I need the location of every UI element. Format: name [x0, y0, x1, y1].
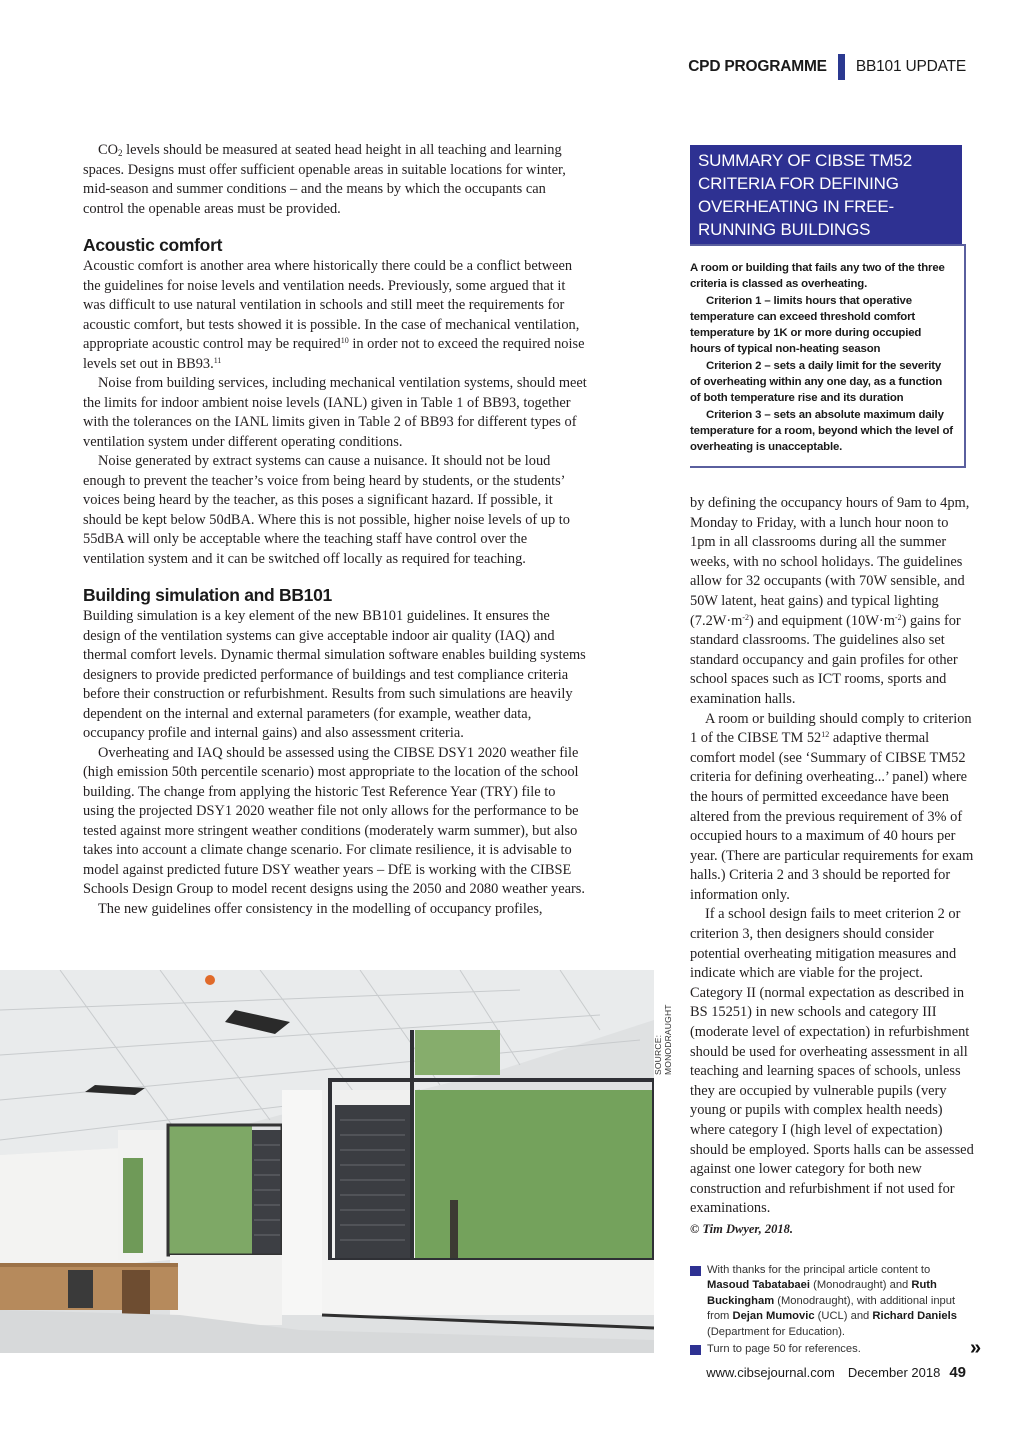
simulation-paragraph-3: The new guidelines offer consistency in the modelling of occupancy profiles,: [98, 900, 543, 917]
page-footer: [706, 1364, 966, 1381]
panel-title: SUMMARY OF CIBSE TM52 CRITERIA FOR DEFINING OVERHEATING IN FREE-RUNNING BUILDINGS: [690, 145, 962, 245]
acknowledgement-note: With thanks for the principal article content to Masoud Tabatabaei (Monodraught) and Ruth Buckingham (Monodraught), with additional input from Dejan Mumovic (UCL) and Richard Daniels (Department for Education).: [690, 1263, 975, 1340]
occupancy-paragraph: by defining the occupancy hours of 9am to 4pm, Monday to Friday, with a lunch hour noon to 1pm in all classrooms during all the summer weeks, with no school holidays. The guidelines allow for 32 occupants (with 70W sensible, and 50W latent, heat gains) and typical lighting $(7.2W\cdot m^{-2})$ and equipment $(10W\cdot m^{-2})$ gains for standard classrooms. The guidelines also set standard occupancy and gain profiles for other school spaces such as ICT rooms, sports and examination halls.: [690, 495, 970, 707]
intro-paragraph: $CO_2$ levels should be measured at seated head height in all teaching and learning spaces. Designs must offer sufficient openable areas in suitable locations for winter, mid-season and summer conditions – and the means by which the occupants can control the openable areas must be provided.: [83, 142, 566, 217]
section-label: CPD PROGRAMME: [688, 58, 827, 75]
compliance-paragraph: A room or building should comply to criterion 1 of the CIBSE TM $52^{12}$ adaptive thermal comfort model (see ‘Summary of CIBSE TM52 criteria for defining overheating...’ panel) where the hours of permitted exceedance have been altered from the previous requirement of 3% of occupied hours to a maximum of 40 hours per year. (There are particular requirements for exam halls.) Criteria 2 and 3 should be reported for information only.: [690, 710, 974, 903]
simulation-paragraph-1: Building simulation is a key element of the new BB101 guidelines. It ensures the design of the ventilation systems can give acceptable indoor air quality (IAQ) and thermal comfort levels. Dynamic thermal simulation software enables building systems designers to provide predicted performance of buildings and test compliance criteria before their construction or refurbishment. Results from such simulations are heavily dependent on the internal and external parameters (for example, weather data, occupancy profile and internal gains) and also assessment criteria.: [83, 608, 586, 741]
page-number: 49: [949, 1364, 966, 1381]
right-column: [690, 494, 976, 1240]
criterion-3: Criterion 3 – sets an absolute maximum daily temperature for a room, beyond which the level of overheating is unacceptable.: [690, 408, 953, 454]
simulation-heading: Building simulation and BB101: [83, 585, 332, 605]
left-column: [83, 141, 588, 919]
author-credit: © Tim Dwyer, 2018.: [690, 1221, 793, 1236]
classroom-image: [0, 970, 654, 1353]
tm52-summary-panel: [690, 244, 966, 468]
footnote-ref: 11: [213, 355, 222, 365]
bullet-square-icon: [690, 1345, 701, 1355]
article-notes: [690, 1263, 975, 1359]
references-note: Turn to page 50 for references.: [690, 1342, 975, 1357]
simulation-paragraph-2: Overheating and IAQ should be assessed using the CIBSE DSY1 2020 weather file (high emission 50th percentile scenario) most appropriate to the location of the school building. The change from applying the historic Test Reference Year (TRY) file to using the projected DSY1 2020 weather file not only allows for the performance to be tested against more stringent weather conditions (moderately warm summer), but also takes into account a climate change scenario. For climate resilience, it is advisable to model against predicted future DSY weather years – DfE is working with the CIBSE Schools Design Group to model recent designs using the 2050 and 2080 weather years.: [83, 744, 585, 897]
criterion-1: Criterion 1 – limits hours that operative temperature can exceed threshold comfort temperature by 1K or more during occupied hours of typical non-heating season: [690, 294, 922, 356]
criterion-2: Criterion 2 – sets a daily limit for the severity of overheating within any one day, as a function of both temperature rise and its duration: [690, 359, 943, 405]
acoustic-heading: Acoustic comfort: [83, 235, 223, 255]
acoustic-paragraph-3: Noise generated by extract systems can cause a nuisance. It should not be loud enough to prevent the teacher’s voice from being heard by students, or the students’ voices being heard by the teacher, as this poses a significant hazard. If possible, it should be kept below 50dBA. Where this is not possible, higher noise levels of up to 55dBA will only be acceptable where the teaching staff have control over the ventilation system and it can be switched off locally as required for teaching.: [83, 453, 570, 567]
acoustic-paragraph-2: Noise from building services, including mechanical ventilation systems, should meet the limits for indoor ambient noise levels (IANL) given in Table 1 of BB93, together with the tolerances on the IANL limits given in Table 2 of BB93 for different types of ventilation system under different operating conditions.: [83, 375, 587, 450]
issue-date: December 2018: [847, 1365, 941, 1380]
panel-intro: A room or building that fails any two of the three criteria is classed as overheating.: [690, 262, 945, 291]
running-header: [688, 54, 966, 80]
website-url: www.cibsejournal.com: [706, 1365, 835, 1380]
bullet-square-icon: [690, 1266, 701, 1276]
classroom-photo: [0, 970, 654, 1353]
acoustic-paragraph-1: Acoustic comfort is another area where historically there could be a conflict between the guidelines for noise levels and ventilation needs. Previously, some argued that it was difficult to use natural ventilation in schools and still meet the requirements for acoustic comfort, but tests showed it is possible. In the case of mechanical ventilation, appropriate acoustic control may be required$^{10}$ in order not to exceed the required noise levels set out in BB93.11: [83, 258, 585, 372]
subsection-label: BB101 UPDATE: [855, 58, 966, 75]
header-divider-bar: [838, 54, 845, 80]
footnote-ref: 12: [821, 730, 830, 740]
continue-chevron-icon: »: [970, 1337, 982, 1359]
mitigation-paragraph: If a school design fails to meet criterion 2 or criterion 3, then designers should consider potential overheating mitigation measures and indicate which are viable for the project. Category II (normal expectation as described in BS 15251) in new schools and category III (moderate level of expectation) in refurbishment should be used for overheating assessment in all teaching and learning spaces of schools, unless they are occupied by vulnerable pupils (very young or pupils with complex health needs) where category I (high level of expectation) should be employed. Sports halls can be assessed against one lower category for both new construction and refurbishment if not used for examinations.: [690, 906, 974, 1217]
photo-credit: SOURCE: MONODRAUGHT: [653, 1004, 673, 1075]
footnote-ref: 10: [340, 336, 349, 345]
